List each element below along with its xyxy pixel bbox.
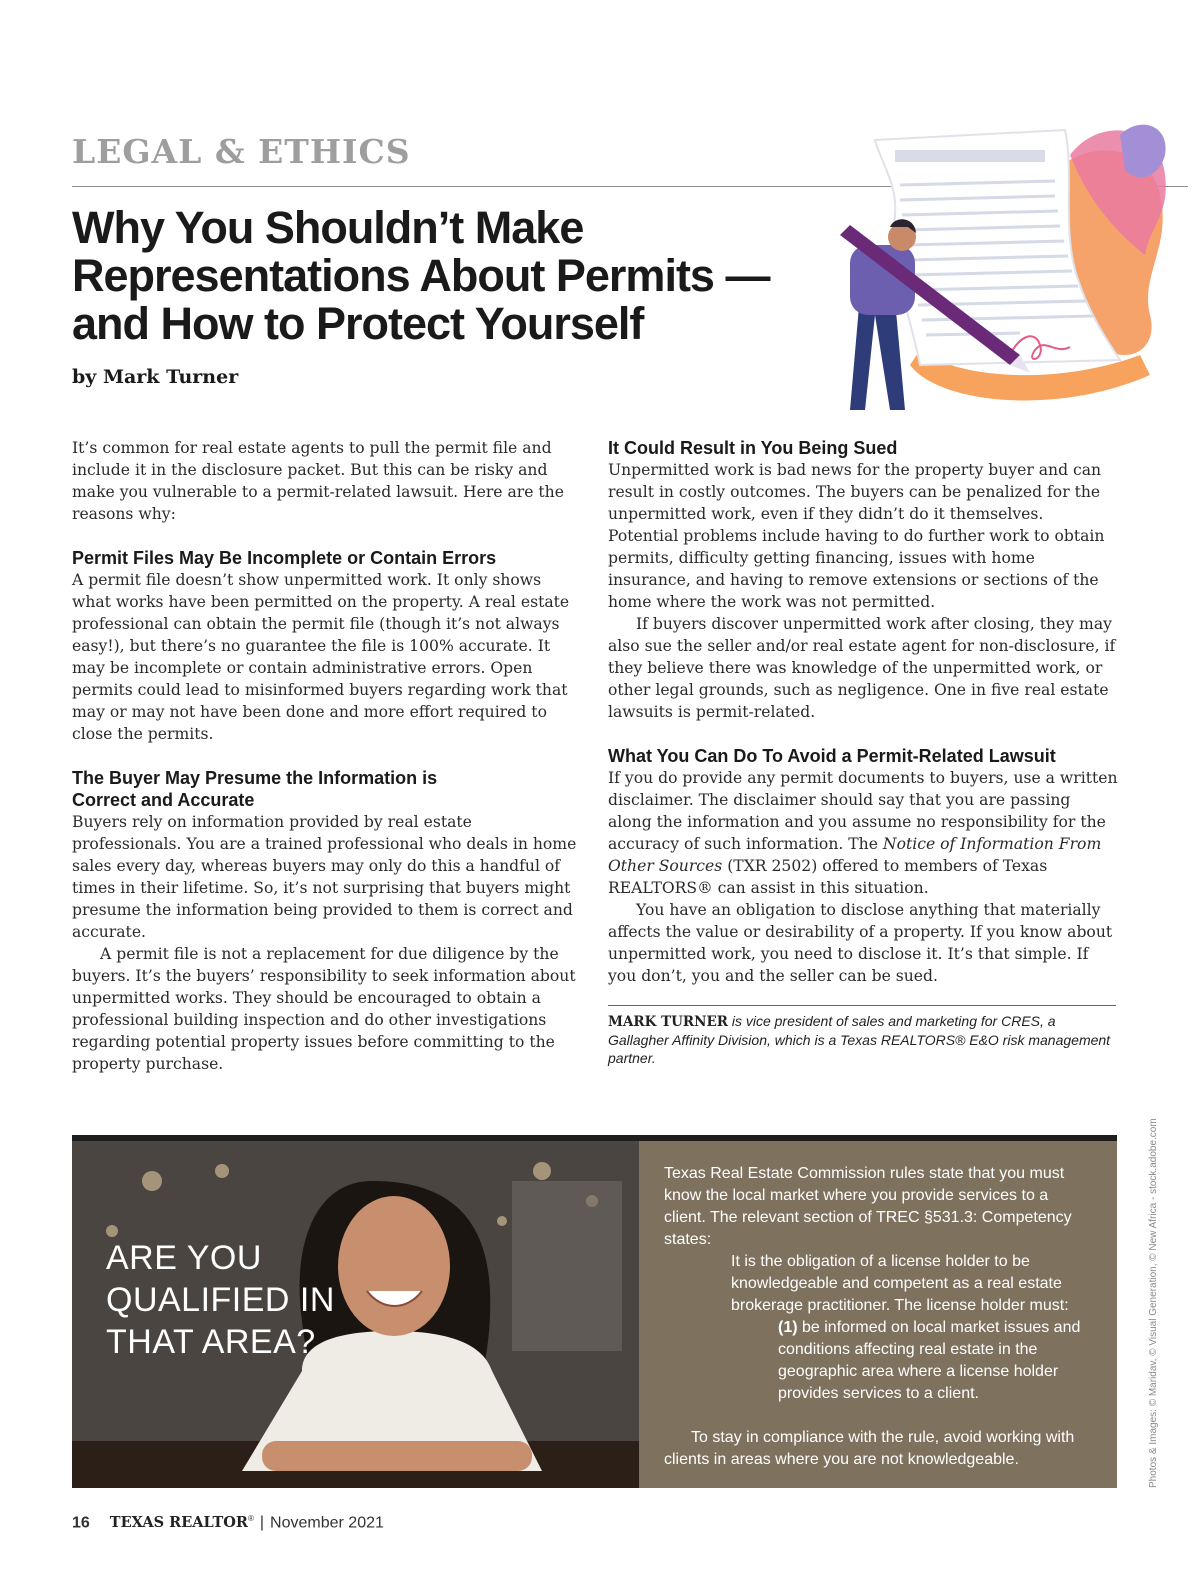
article-byline: by Mark Turner [72,366,239,388]
article-title: Why You Shouldn’t Make Representations About Permits — and How to Protect Yourself [72,202,770,349]
rule-item-number: (1) [778,1319,798,1336]
article-column-left [72,437,582,1075]
rule-quote: It is the obligation of a license holder to be knowledgeable and competent as a real estate brokerage practitioner. The license holder must: [731,1253,1069,1314]
paragraph: A permit file doesn’t show unpermitted work. It only shows what works have been permitted on the property. A real estate professional can obtain the permit file (though it’s not always easy!), but there’s no guarantee the file is 100% accurate. It may be incomplete or contain administrative errors. Open permits could lead to misinformed buyers regarding work that may or may not have been done and more effort required to close the permits. [72,571,570,743]
man-signing-document-illustration [820,115,1200,420]
woman-portrait-photo [72,1141,639,1488]
author-name: MARK TURNER [608,1014,728,1030]
paragraph [608,767,1118,899]
page-number: 16 [72,1514,90,1532]
rule-item [664,1317,1094,1405]
woman-arms [262,1441,532,1471]
section-heading-permit-files: Permit Files May Be Incomplete or Contain Errors [72,548,497,568]
paragraph-text: (TXR 2502) offered to members of Texas REALTORS® can assist in this situation. [608,857,1048,897]
promo-closing: To stay in compliance with the rule, avoid working with clients in areas where you are not knowledgeable. [664,1429,1075,1468]
footer-separator: | [259,1514,265,1532]
form-title-italic: Notice of Information From Other Sources [608,835,1102,875]
article-intro: It’s common for real estate agents to pull the permit file and include it in the disclosure packet. But this can be risky and make you vulnerable to a permit-related lawsuit. Here are the reasons why: [72,439,564,523]
promo-box [72,1135,1117,1488]
publication-name: TEXAS REALTOR [109,1514,248,1532]
paragraph: A permit file is not a replacement for due diligence by the buyers. It’s the buyers’ responsibility to seek information about unpermitted works. They should be encouraged to obtain a professional building inspection and do other investigations regarding potential property issues before committing to the property purchase. [72,945,576,1073]
section-label: LEGAL & ETHICS [72,132,411,171]
author-bio [608,1012,1118,1067]
promo-headline-line: QUALIFIED IN [106,1281,335,1319]
issue-date: November 2021 [270,1514,384,1532]
promo-headline-line: THAT AREA? [106,1323,316,1361]
paragraph: You have an obligation to disclose anything that materially affects the value or desirability of a property. If you know about unpermitted work, you need to disclose it. It’s that simple. If you don’t, you and the seller can be sued. [608,901,1113,985]
section-heading-buyer-presume: The Buyer May Presume the Information is Correct and Accurate [72,768,438,810]
photo-credit: Photos & Images: © Maridav, © Visual Generation, © New Africa - stock.adobe.com [1148,1118,1159,1488]
rule-item-text: be informed on local market issues and conditions affecting real estate in the geographic area where a license holder provides services to a client. [778,1319,1081,1402]
promo-headline-line: ARE YOU [106,1239,262,1277]
promo-intro: Texas Real Estate Commission rules state that you must know the local market where you provide services to a client. The relevant section of TREC §531.3: Competency states: [664,1165,1072,1248]
registered-mark: ® [247,1514,254,1523]
paragraph-text: If you do provide any permit documents to buyers, use a written disclaimer. The disclaimer should say that you are passing along the information and you assume no responsibility for the accuracy of such information. The [608,769,1118,853]
bio-divider [608,1005,1116,1006]
paragraph: Buyers rely on information provided by real estate professionals. You are a trained professional who deals in home sales every day, whereas buyers may only do this a handful of times in their lifetime. So, it’s not surprising that buyers might presume the information being provided to them is correct and accurate. [72,813,577,941]
background-window [512,1181,622,1351]
promo-text-panel [639,1141,1117,1488]
paragraph: If buyers discover unpermitted work after closing, they may also sue the seller and/or real estate agent for non-disclosure, if they believe there was knowledge of the unpermitted work, or other legal grounds, such as negligence. One in five real estate lawsuits is permit-related. [608,615,1116,721]
page-footer [72,1514,384,1532]
author-bio-text: is vice president of sales and marketing for CRES, a Gallagher Affinity Division, which is a Texas REALTORS® E&O risk management partner. [608,1013,1111,1066]
paragraph: Unpermitted work is bad news for the property buyer and can result in costly outcomes. The buyers can be penalized for the unpermitted work, even if they didn’t do it themselves. Potential problems include having to do further work to obtain permits, difficulty getting financing, issues with home insurance, and having to remove extensions or sections of the home where the work was not permitted. [608,461,1105,611]
section-heading-being-sued: It Could Result in You Being Sued [608,438,898,458]
promo-headline [106,1237,335,1363]
article-column-right [608,437,1118,1067]
section-heading-avoid-lawsuit: What You Can Do To Avoid a Permit-Related Lawsuit [608,746,1056,766]
document-header-bar [895,150,1045,162]
woman-face [338,1196,450,1336]
